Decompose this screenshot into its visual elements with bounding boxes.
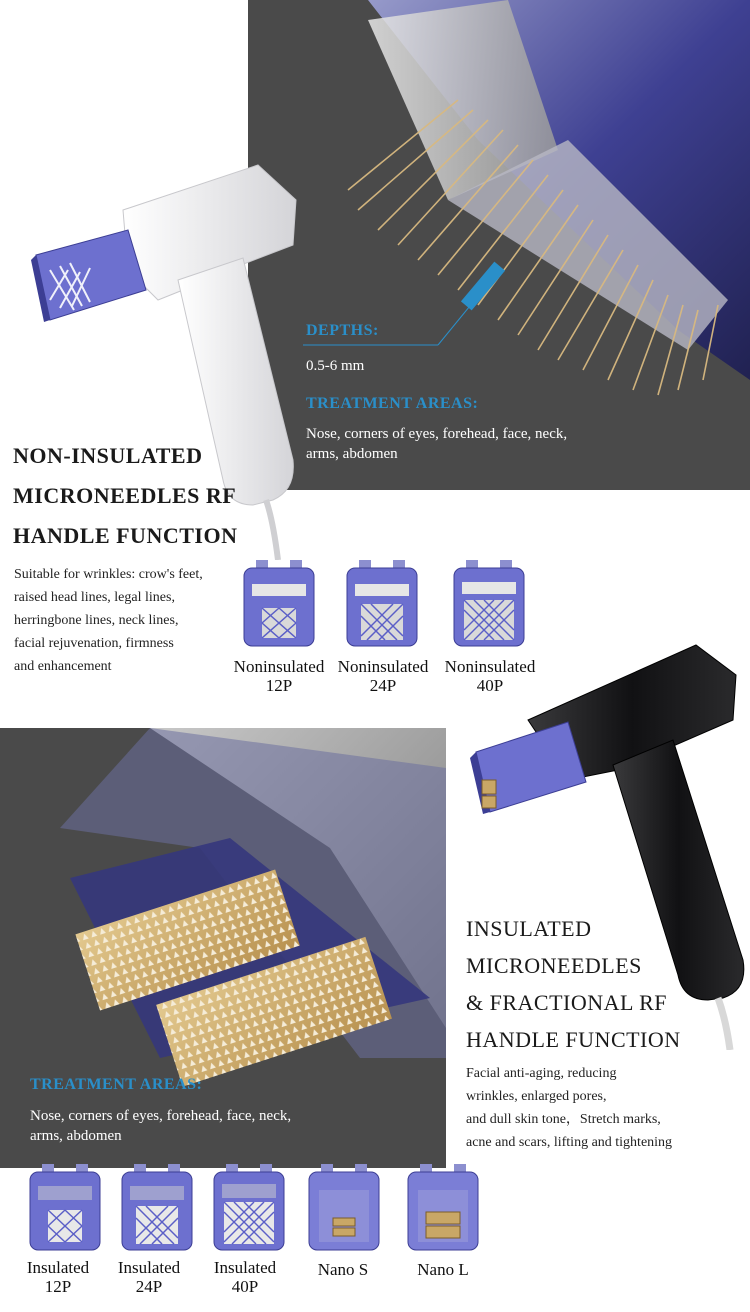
tip-label-line-2: 40P — [231, 1277, 259, 1296]
noninsulated-12p-label — [224, 657, 334, 695]
bottom-desc-line-4: acne and scars, lifting and tightening — [466, 1135, 673, 1150]
bottom-description — [466, 1062, 672, 1154]
tip-label-line-1: Noninsulated — [444, 657, 536, 676]
tip-label-line-1: Nano L — [417, 1260, 469, 1279]
noninsulated-12p-tip-icon — [238, 558, 320, 650]
insulated-40p-tip-icon — [208, 1162, 290, 1254]
insulated-12p-tip-icon — [24, 1162, 106, 1254]
top-desc-line-3: herringbone lines, neck lines, — [14, 613, 179, 628]
bottom-treatment-line-2: arms, abdomen — [30, 1128, 122, 1144]
bottom-heading-line-2: MICRONEEDLES — [466, 953, 642, 978]
tip-label-line-1: Nano S — [317, 1260, 369, 1279]
tip-label-line-2: 12P — [265, 676, 293, 695]
top-heading-line-3: HANDLE FUNCTION — [13, 523, 238, 548]
bottom-treatment-areas-label: TREATMENT AREAS: — [30, 1076, 203, 1093]
bottom-treatment-areas-text — [30, 1106, 291, 1146]
tip-label-line-2: 24P — [369, 676, 397, 695]
bottom-desc-line-3: and dull skin tone，Stretch marks, — [466, 1112, 661, 1127]
tip-label-line-1: Noninsulated — [337, 657, 429, 676]
nano-s-label — [288, 1260, 398, 1279]
noninsulated-24p-label — [328, 657, 438, 695]
bottom-heading — [466, 910, 681, 1058]
top-desc-line-1: Suitable for wrinkles: crow's feet, — [14, 567, 203, 582]
top-desc-line-4: facial rejuvenation, firmness — [14, 636, 174, 651]
bottom-desc-line-2: wrinkles, enlarged pores, — [466, 1089, 607, 1104]
tip-label-line-1: Insulated — [26, 1258, 90, 1277]
nano-l-label — [388, 1260, 498, 1279]
treatment-line-1: Nose, corners of eyes, forehead, face, neck, — [306, 426, 568, 442]
gold-electrode-closeup-icon — [0, 728, 446, 1168]
top-heading-line-2: MICRONEEDLES RF — [13, 483, 237, 508]
tip-label-line-2: 24P — [135, 1277, 163, 1296]
depths-label: DEPTHS: — [306, 322, 379, 339]
bottom-treatment-line-1: Nose, corners of eyes, forehead, face, neck, — [30, 1108, 292, 1124]
bottom-heading-line-3: & FRACTIONAL RF — [466, 990, 668, 1015]
top-heading-line-1: NON-INSULATED — [13, 443, 203, 468]
treatment-areas-label: TREATMENT AREAS: — [306, 395, 479, 412]
bottom-feature-panel — [0, 728, 446, 1168]
top-feature-panel — [248, 0, 750, 490]
top-heading — [13, 436, 237, 556]
insulated-24p-tip-icon — [116, 1162, 198, 1254]
tip-label-line-1: Noninsulated — [233, 657, 325, 676]
top-desc-line-2: raised head lines, legal lines, — [14, 590, 175, 605]
treatment-line-2: arms, abdomen — [306, 446, 398, 462]
nano-l-tip-icon — [402, 1162, 484, 1254]
tip-label-line-2: 12P — [44, 1277, 72, 1296]
bottom-desc-line-1: Facial anti-aging, reducing — [466, 1066, 617, 1081]
noninsulated-40p-tip-icon — [448, 558, 530, 650]
tip-label-line-1: Insulated — [117, 1258, 181, 1277]
microneedle-closeup-icon — [248, 0, 750, 490]
treatment-areas-text — [306, 424, 567, 464]
top-desc-line-5: and enhancement — [14, 659, 112, 674]
tip-label-line-2: 40P — [476, 676, 504, 695]
nano-s-tip-icon — [303, 1162, 385, 1254]
noninsulated-24p-tip-icon — [341, 558, 423, 650]
bottom-heading-line-1: INSULATED — [466, 916, 592, 941]
insulated-24p-label — [94, 1258, 204, 1296]
top-description — [14, 563, 203, 678]
insulated-40p-label — [190, 1258, 300, 1296]
tip-label-line-1: Insulated — [213, 1258, 277, 1277]
bottom-heading-line-4: HANDLE FUNCTION — [466, 1027, 681, 1052]
depths-value: 0.5-6 mm — [306, 358, 365, 374]
